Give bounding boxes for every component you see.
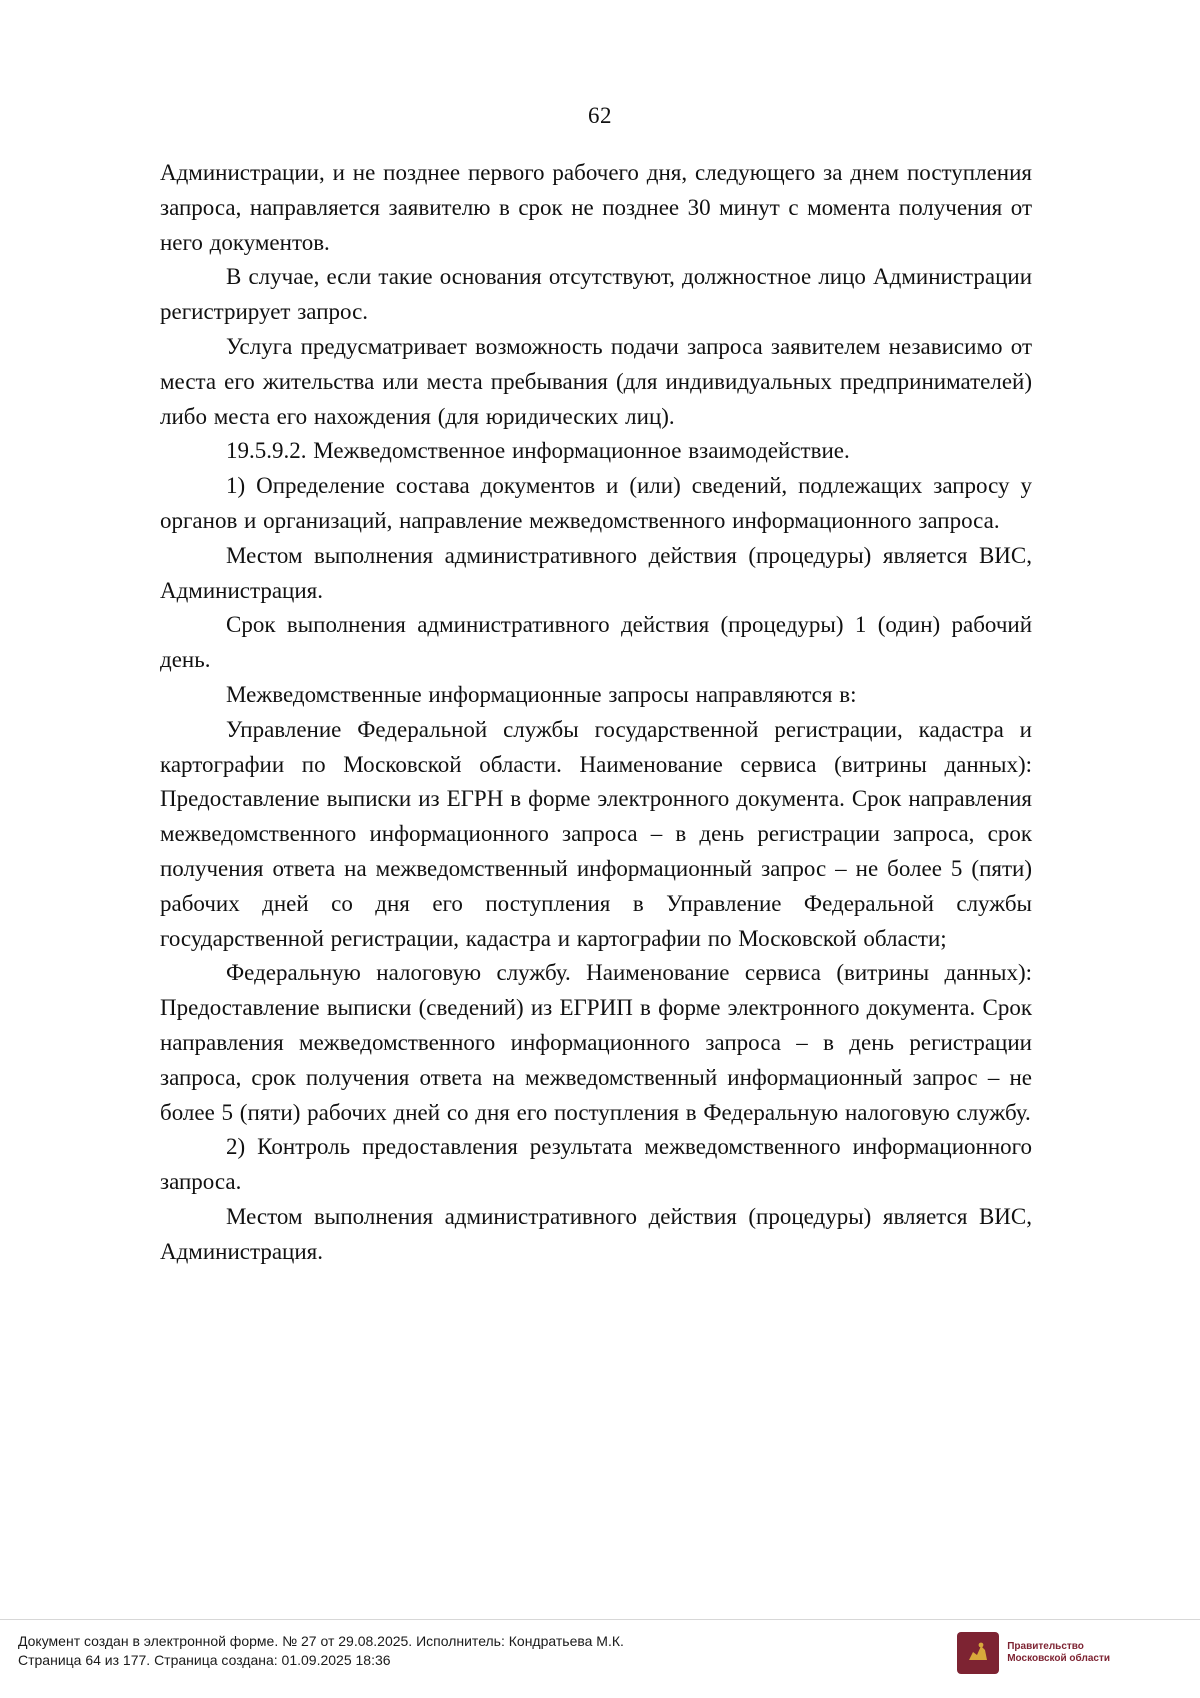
paragraph: Администрации, и не позднее первого рабочего дня, следующего за днем поступления запроса, направляется заявителю в срок не позднее 30 минут с момента получения от него документов. (160, 160, 1032, 255)
document-body (160, 156, 1032, 1270)
paragraph: Местом выполнения административного действия (процедуры) является ВИС, Администрация. (160, 1203, 1032, 1264)
paragraph: Межведомственные информационные запросы направляются в: (226, 681, 857, 707)
paragraph: 2) Контроль предоставления результата межведомственного информационного запроса. (160, 1134, 1032, 1195)
logo-caption-line1: Правительство (1007, 1641, 1084, 1652)
paragraph: 1) Определение состава документов и (или) сведений, подлежащих запросу у органов и организаций, направление межведомственного информационного запроса. (160, 473, 1032, 533)
footer-stamp-line2: Страница 64 из 177. Страница создана: 01.09.2025 18:36 (18, 1652, 391, 1668)
paragraph: Управление Федеральной службы государственной регистрации, кадастра и картографии по Московской области. Наименование сервиса (витрины данных): Предоставление выписки из ЕГРН в форме электронного документа. Срок направления межведомственного информационного запроса – в день регистрации запроса, срок получения ответа на межведомственный информационный запрос – не более 5 (пяти) рабочих дней со дня его поступления в Управление Федеральной службы государственной регистрации, кадастра и картографии по Московской области; (160, 716, 1032, 951)
paragraph: В случае, если такие основания отсутствуют, должностное лицо Администрации регистрирует запрос. (160, 264, 1032, 325)
logo-caption (1007, 1641, 1110, 1665)
paragraph: Услуга предусматривает возможность подачи запроса заявителем независимо от места его жительства или места пребывания (для индивидуальных предпринимателей) либо места его нахождения (для юридических лиц). (160, 333, 1032, 429)
paragraph: Федеральную налоговую службу. Наименование сервиса (витрины данных): Предоставление выписки (сведений) из ЕГРИП в форме электронного документа. Срок направления межведомственного информационного запроса – в день регистрации запроса, срок получения ответа на межведомственный информационный запрос – не более 5 (пяти) рабочих дней со дня его поступления в Федеральную налоговую службу. (160, 960, 1032, 1125)
page-number: 62 (588, 103, 612, 128)
footer-stamp (18, 1632, 624, 1670)
document-footer (0, 1619, 1200, 1698)
moscow-region-logo (957, 1632, 1110, 1674)
paragraph: Срок выполнения административного действия (процедуры) 1 (один) рабочий день. (160, 612, 1032, 673)
paragraph: Местом выполнения административного действия (процедуры) является ВИС, Администрация. (160, 542, 1032, 603)
coat-of-arms-icon (957, 1632, 999, 1674)
footer-stamp-line1: Документ создан в электронной форме. № 27 от 29.08.2025. Исполнитель: Кондратьева М.К. (18, 1633, 624, 1649)
logo-caption-line2: Московской области (1007, 1653, 1110, 1664)
paragraph: 19.5.9.2. Межведомственное информационное взаимодействие. (226, 438, 850, 464)
